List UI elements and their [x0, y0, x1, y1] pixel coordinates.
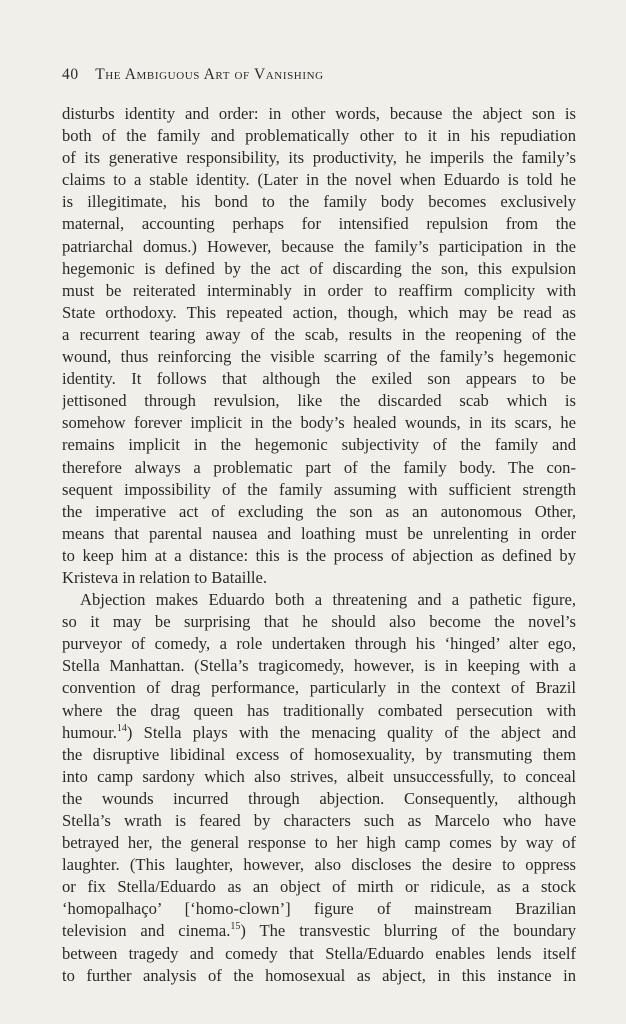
text-line: ‘homopalhaço’ [‘homo-clown’] figure of mainstream Brazilian	[62, 899, 576, 919]
text-line: television and cinema.$^{15}$) The transvestic blurring of the boundary	[62, 921, 576, 941]
text-line: claims to a stable identity. (Later in the novel when Eduardo is told he	[62, 170, 576, 190]
body-text	[62, 103, 576, 987]
text-line: wound, thus reinforcing the visible scarring of the family’s hegemonic	[62, 347, 576, 367]
text-line: patriarchal domus.) However, because the family’s participation in the	[62, 236, 576, 256]
text-line: to keep him at a distance: this is the process of abjection as defined by	[62, 545, 576, 565]
text-line: State orthodoxy. This repeated action, though, which may be read as	[62, 302, 576, 322]
text-line: to further analysis of the homosexual as abject, in this instance in	[62, 965, 576, 985]
page-number: 40	[62, 66, 79, 83]
text-line: Abjection makes Eduardo both a threatening and a pathetic figure,	[80, 590, 576, 610]
text-line: disturbs identity and order: in other words, because the abject son is	[62, 104, 576, 123]
text-line: Stella Manhattan. (Stella’s tragicomedy, however, is in keeping with a	[62, 656, 576, 676]
text-line: means that parental nausea and loathing must be unrelenting in order	[62, 523, 576, 543]
text-line: of its generative responsibility, its productivity, he imperils the family’s	[62, 148, 576, 168]
text-line: somehow forever implicit in the body’s healed wounds, in its scars, he	[62, 413, 576, 433]
text-line: must be reiterated interminably in order to reaffirm complicity with	[62, 280, 576, 300]
running-head	[62, 66, 324, 84]
text-line: identity. It follows that although the exiled son appears to be	[62, 369, 576, 389]
text-line: where the drag queen has traditionally combated persecution with	[62, 700, 576, 720]
text-line: so it may be surprising that he should also become the novel’s	[62, 612, 576, 632]
text-line: between tragedy and comedy that Stella/Eduardo enables lends itself	[62, 943, 576, 963]
text-line: the disruptive libidinal excess of homosexuality, by transmuting them	[62, 744, 576, 764]
footnote-ref-14: 14	[116, 722, 127, 734]
text-line: Kristeva in relation to Bataille.	[62, 567, 268, 587]
book-title: The Ambiguous Art of Vanishing	[95, 66, 324, 83]
text-line: jettisoned through revulsion, like the discarded scab which is	[62, 391, 576, 411]
text-line: is illegitimate, his bond to the family body becomes exclusively	[62, 192, 576, 212]
text-line: into camp sardony which also strives, albeit unsuccessfully, to conceal	[62, 766, 576, 786]
text-line: laughter. (This laughter, however, also discloses the desire to oppress	[62, 855, 576, 875]
text-line: or fix Stella/Eduardo as an object of mirth or ridicule, as a stock	[62, 877, 576, 897]
text-line: a recurrent tearing away of the scab, results in the reopening of the	[62, 324, 576, 344]
text-line: maternal, accounting perhaps for intensified repulsion from the	[62, 214, 576, 234]
text-line: the imperative act of excluding the son as an autonomous Other,	[62, 501, 576, 521]
footnote-ref-15: 15	[230, 921, 241, 933]
text-line: convention of drag performance, particularly in the context of Brazil	[62, 678, 576, 698]
text-line: Stella’s wrath is feared by characters such as Marcelo who have	[62, 811, 576, 830]
text-line: sequent impossibility of the family assuming with sufficient strength	[62, 479, 576, 499]
text-line: therefore always a problematic part of the family body. The con-	[62, 457, 576, 477]
text-line: purveyor of comedy, a role undertaken through his ‘hinged’ alter ego,	[62, 634, 576, 654]
text-line: humour.$^{14}$) Stella plays with the menacing quality of the abject and	[62, 722, 576, 742]
text-line: the wounds incurred through abjection. Consequently, although	[62, 788, 576, 808]
text-line: remains implicit in the hegemonic subjectivity of the family and	[62, 435, 576, 455]
text-line: betrayed her, the general response to her high camp comes by way of	[62, 833, 576, 853]
text-line: hegemonic is defined by the act of discarding the son, this expulsion	[62, 258, 576, 278]
text-line: both of the family and problematically other to it in his repudiation	[62, 126, 576, 146]
